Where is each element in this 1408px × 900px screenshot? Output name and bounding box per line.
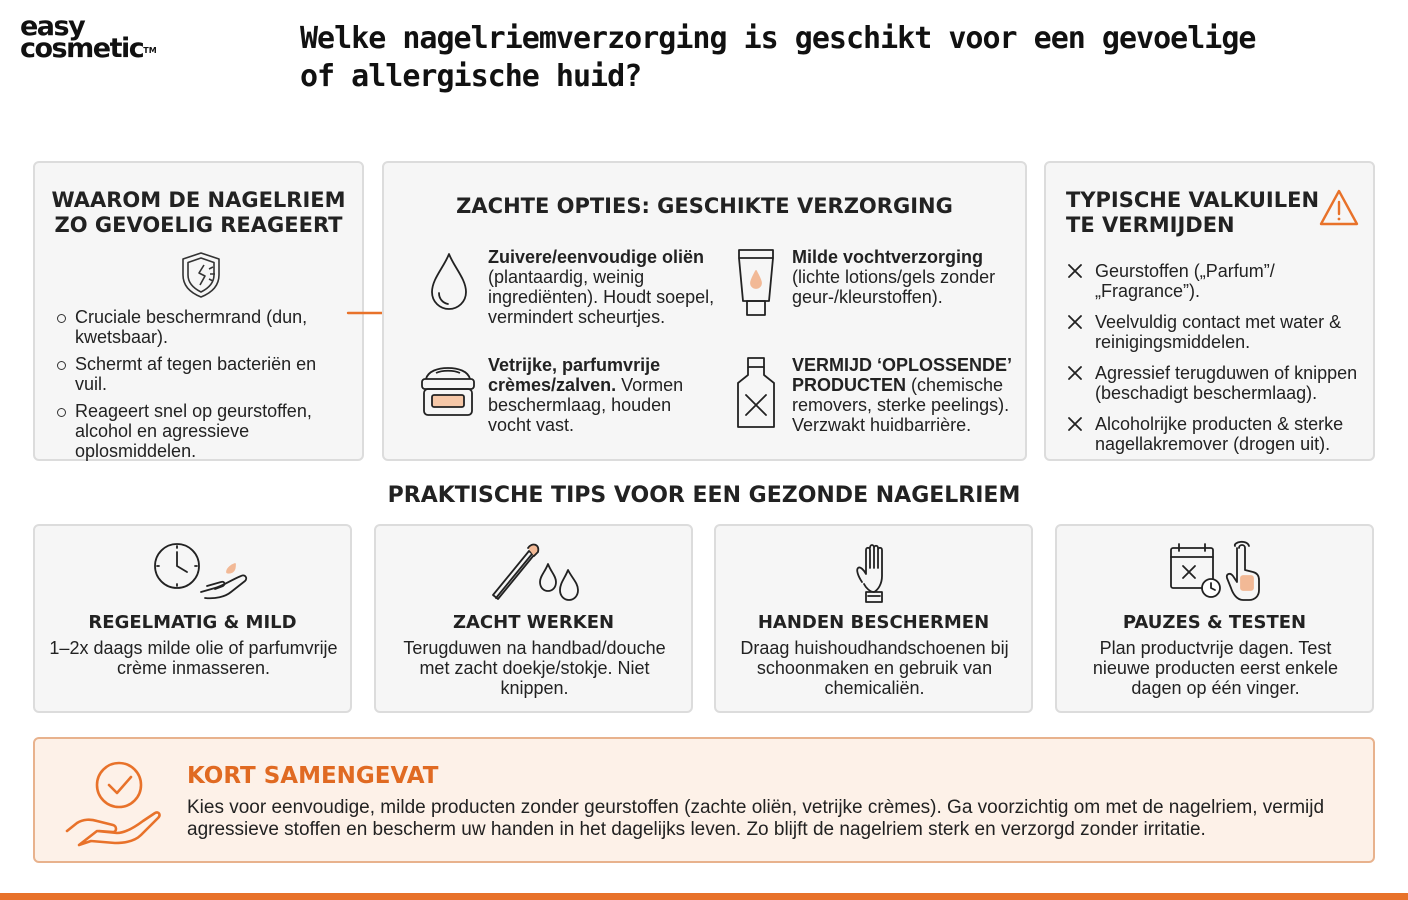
soft-option-title: Zuivere/eenvoudige oliën — [488, 247, 705, 267]
shield-icon — [175, 249, 227, 301]
calendar-finger-icon — [1157, 540, 1277, 604]
soft-option-text: (lichte lotions/gels zonder geur-/kleurstoffen). — [792, 267, 996, 307]
why-item: Cruciale beschermrand (dun, kwetsbaar). — [57, 307, 353, 347]
soft-heading: ZACHTE OPTIES: GESCHIKTE VERZORGING — [456, 194, 953, 218]
x-icon — [1068, 264, 1082, 278]
pusher-drops-icon — [476, 540, 596, 604]
why-item: Schermt af tegen bacteriën en vuil. — [57, 354, 353, 394]
tip-title: ZACHT WERKEN — [452, 612, 615, 633]
soft-option-text: Vormen beschermlaag, houden vocht vast. — [488, 375, 684, 435]
pitfall-item — [1066, 363, 1366, 403]
soft-option — [792, 247, 1017, 307]
pitfall-item — [1066, 414, 1366, 454]
tip-title: PAUZES & TESTEN — [1122, 612, 1307, 633]
brand-line2-text: cosmetic — [20, 33, 144, 64]
tip-card — [714, 524, 1033, 713]
soft-option-text: (plantaardig, weinig ingrediënten). Houdt soepel, vermindert scheurtjes. — [488, 267, 715, 327]
tip-title: REGELMATIG & MILD — [88, 612, 297, 633]
pitfalls-card — [1044, 161, 1375, 461]
pitfall-text: Alcoholrijke producten & sterke nagellakremover (drogen uit). — [1095, 414, 1344, 454]
bottom-accent-bar — [0, 893, 1408, 900]
clock-hand-icon — [135, 540, 255, 604]
why-card — [33, 161, 364, 461]
oil-drop-icon — [424, 249, 474, 313]
summary-box — [33, 737, 1375, 863]
soft-options-card — [382, 161, 1027, 461]
pitfall-text: Agressief terugduwen of knippen (beschadigt beschermlaag). — [1095, 363, 1358, 403]
brand-line2 — [20, 33, 190, 64]
tip-card — [374, 524, 693, 713]
pitfall-item — [1066, 312, 1366, 352]
cream-jar-icon — [418, 363, 478, 419]
pitfalls-heading: TYPISCHE VALKUILEN TE VERMIJDEN — [1066, 188, 1320, 237]
tip-card — [1055, 524, 1374, 713]
tips-heading: PRAKTISCHE TIPS VOOR EEN GEZONDE NAGELRIEM — [387, 483, 1021, 508]
soft-option-title: Vetrijke, parfumvrije crèmes/zalven. — [488, 355, 661, 395]
lotion-tube-icon — [732, 247, 780, 319]
glove-icon — [816, 540, 936, 604]
pitfalls-list — [1066, 261, 1366, 465]
tip-text: 1–2x daags milde olie of parfumvrije crème inmasseren. — [49, 638, 338, 678]
soft-option — [488, 355, 700, 435]
brand-line1: easy — [20, 11, 85, 42]
bottle-x-icon — [734, 355, 778, 431]
warning-icon — [1318, 187, 1360, 229]
tip-card — [33, 524, 352, 713]
pitfall-text: Veelvuldig contact met water & reinigingsmiddelen. — [1095, 312, 1342, 352]
pitfall-text: Geurstoffen („Parfum”/„Fragrance”). — [1095, 261, 1275, 301]
summary-text: Kies voor eenvoudige, milde producten zonder geurstoffen (zachte oliën, vetrijke crèmes). Ga voorzichtig om met de nagelriem, vermijd agressieve stoffen en bescherm uw handen in het dagelijks leven. Zo blijft de nagelriem sterk en verzorgd zonder irritatie. — [187, 797, 1325, 840]
why-list — [57, 307, 353, 468]
x-icon — [1068, 315, 1082, 329]
soft-option — [488, 247, 720, 327]
soft-option-title: VERMIJD ‘OPLOSSENDE’ PRODUCTEN — [792, 355, 1012, 395]
tip-title: HANDEN BESCHERMEN — [757, 612, 990, 633]
soft-option — [792, 355, 1022, 435]
why-heading: WAAROM DE NAGELRIEM ZO GEVOELIG REAGEERT — [51, 188, 346, 237]
brand-tm: TM — [143, 46, 157, 55]
brand-logo — [20, 11, 190, 64]
why-item: Reageert snel op geurstoffen, alcohol en agressieve oplosmiddelen. — [57, 401, 353, 461]
x-icon — [1068, 417, 1082, 431]
soft-option-text: (chemische removers, sterke peelings). Verzwakt huidbarrière. — [792, 375, 1010, 435]
x-icon — [1068, 366, 1082, 380]
tip-text: Plan productvrije dagen. Test nieuwe producten eerst enkele dagen op één vinger. — [1092, 638, 1339, 698]
soft-option-title: Milde vochtverzorging — [792, 247, 984, 267]
hand-check-icon — [63, 755, 163, 847]
summary-heading: KORT SAMENGEVAT — [187, 763, 439, 789]
pitfall-item — [1066, 261, 1366, 301]
tip-text: Terugduwen na handbad/douche met zacht doekje/stokje. Niet knippen. — [403, 638, 666, 698]
tip-text: Draag huishoudhandschoenen bij schoonmaken en gebruik van chemicaliën. — [740, 638, 1009, 698]
page-title: Welke nagelriemverzorging is geschikt voor een gevoelige of allergische huid? — [300, 21, 1256, 94]
